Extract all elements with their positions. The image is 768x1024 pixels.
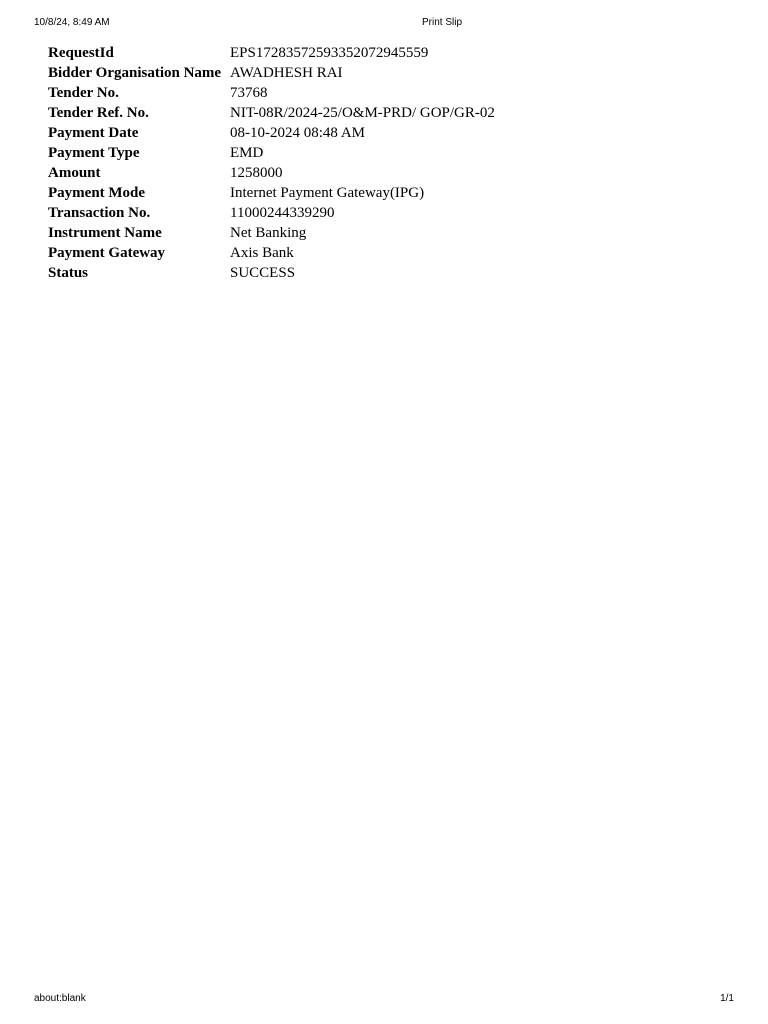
row-payment-mode	[46, 183, 497, 203]
label-tender-no: Tender No.	[48, 85, 119, 101]
row-transaction-no	[46, 203, 497, 223]
value-request-id: EPS17283572593352072945559	[230, 45, 429, 61]
value-payment-date: 08-10-2024 08:48 AM	[230, 125, 365, 141]
value-status: SUCCESS	[230, 265, 296, 281]
label-payment-type: Payment Type	[48, 145, 140, 161]
row-bidder-organisation	[46, 63, 497, 83]
label-instrument-name: Instrument Name	[48, 225, 162, 241]
label-payment-mode: Payment Mode	[48, 185, 146, 201]
label-request-id: RequestId	[48, 45, 114, 61]
value-payment-mode: Internet Payment Gateway(IPG)	[230, 185, 425, 201]
label-payment-gateway: Payment Gateway	[48, 245, 166, 261]
label-bidder-organisation: Bidder Organisation Name	[48, 65, 222, 81]
row-instrument-name	[46, 223, 497, 243]
label-transaction-no: Transaction No.	[48, 205, 151, 221]
value-tender-no: 73768	[230, 85, 268, 101]
label-amount: Amount	[48, 165, 101, 181]
print-page-number: 1/1	[720, 993, 734, 1004]
print-datetime: 10/8/24, 8:49 AM	[34, 17, 110, 28]
label-tender-ref-no: Tender Ref. No.	[48, 105, 149, 121]
label-status: Status	[48, 265, 89, 281]
value-amount: 1258000	[230, 165, 283, 181]
row-tender-ref-no	[46, 103, 497, 123]
row-payment-gateway	[46, 243, 497, 263]
value-transaction-no: 11000244339290	[230, 205, 335, 221]
row-payment-date	[46, 123, 497, 143]
value-payment-gateway: Axis Bank	[230, 245, 294, 261]
row-request-id	[46, 43, 497, 63]
row-status	[46, 263, 497, 283]
label-payment-date: Payment Date	[48, 125, 139, 141]
row-amount	[46, 163, 497, 183]
value-instrument-name: Net Banking	[230, 225, 307, 241]
value-bidder-organisation: AWADHESH RAI	[230, 65, 343, 81]
print-url: about:blank	[34, 993, 86, 1004]
row-tender-no	[46, 83, 497, 103]
print-title: Print Slip	[421, 17, 462, 28]
value-payment-type: EMD	[230, 145, 264, 161]
value-tender-ref-no: NIT-08R/2024-25/O&M-PRD/ GOP/GR-02	[230, 105, 495, 121]
payment-slip-table	[46, 43, 497, 283]
row-payment-type	[46, 143, 497, 163]
